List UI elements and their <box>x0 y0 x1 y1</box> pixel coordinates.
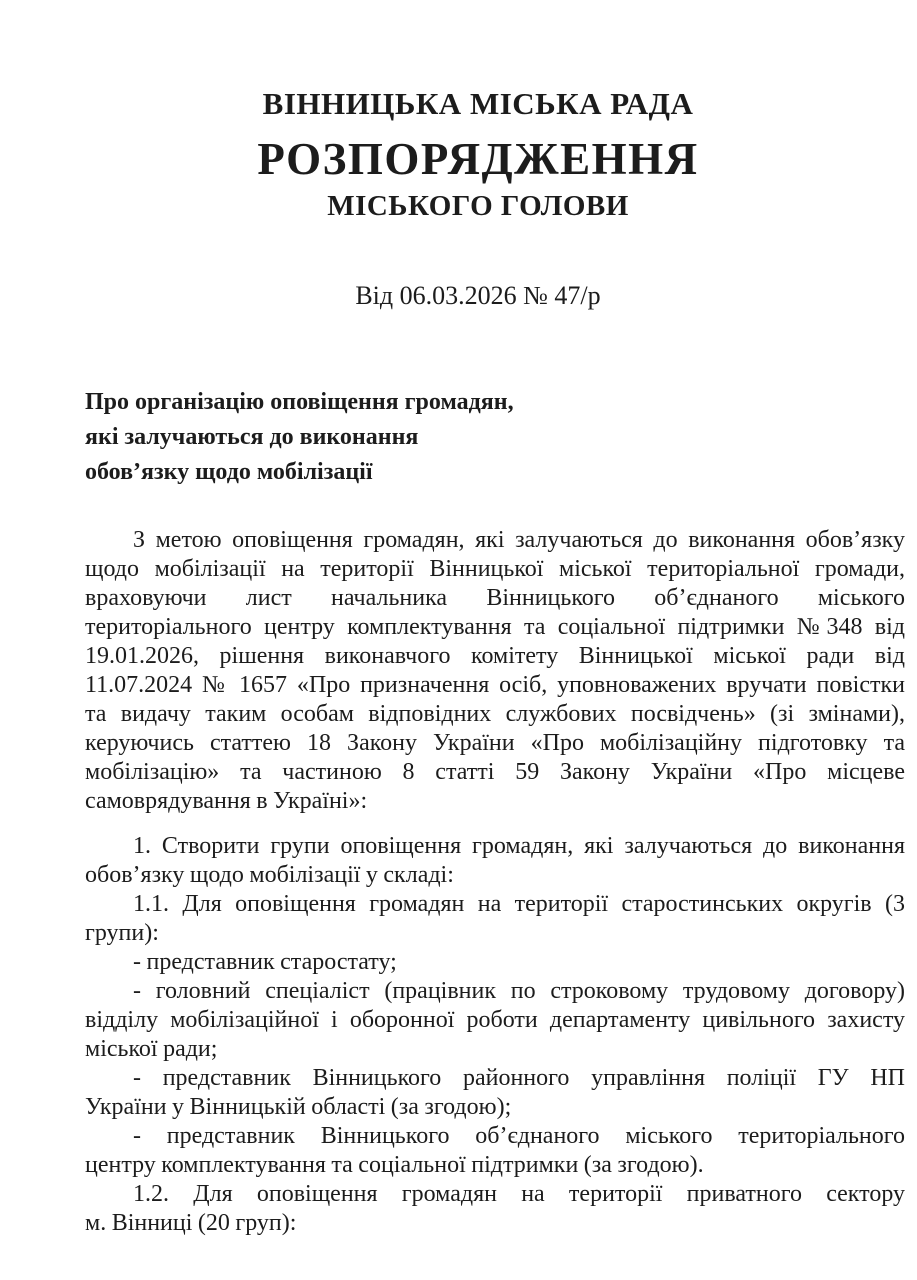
text-line: обов’язку щодо мобілізації у складі: <box>85 862 454 889</box>
text-line: 1. Створити групи оповіщення громадян, які залучаються до виконання <box>133 833 905 860</box>
document-date-number: Від 06.03.2026 № 47/р <box>355 281 601 311</box>
paragraph <box>85 1122 905 1180</box>
subject-line: обов’язку щодо мобілізації <box>85 459 373 486</box>
text-line: - головний спеціаліст (працівник по строковому трудовому договору) <box>133 978 905 1005</box>
text-line: 11.07.2024 № 1657 «Про призначення осіб, уповноважених вручати повістки <box>85 672 905 699</box>
text-line: центру комплектування та соціальної підтримки (за згодою). <box>85 1152 704 1179</box>
text-line: м. Вінниці (20 груп): <box>85 1210 297 1237</box>
org-name: ВІННИЦЬКА МІСЬКА РАДА <box>262 86 694 121</box>
text-line: керуючись статтею 18 Закону України «Про мобілізаційну підготовку та <box>85 730 905 757</box>
document-type-title: РОЗПОРЯДЖЕННЯ <box>257 134 699 185</box>
text-line: міської ради; <box>85 1036 218 1063</box>
text-line: щодо мобілізації на території Вінницької міської територіальної громади, <box>85 556 905 583</box>
text-line: територіального центру комплектування та соціальної підтримки №348 від <box>85 614 905 641</box>
text-line: 19.01.2026, рішення виконавчого комітету Вінницької міської ради від <box>85 643 905 670</box>
text-line: мобілізацію» та частиною 8 статті 59 Закону України «Про місцеве <box>85 759 905 786</box>
text-line: відділу мобілізаційної і оборонної роботи департаменту цивільного захисту <box>85 1007 905 1034</box>
text-line: та видачу таким особам відповідних службових посвідчень» (зі змінами), <box>85 701 905 728</box>
paragraph <box>85 948 905 977</box>
text-line: - представник Вінницького об’єднаного міського територіального <box>133 1123 905 1150</box>
subject-block <box>85 385 905 490</box>
text-line: самоврядування в Україні»: <box>85 788 368 815</box>
text-line: групи): <box>85 920 159 947</box>
paragraph <box>85 977 905 1064</box>
text-line: 1.2. Для оповіщення громадян на території приватного сектору <box>133 1181 905 1208</box>
text-line: України у Вінницькій області (за згодою); <box>85 1094 512 1121</box>
paragraph <box>85 526 905 816</box>
document-subtitle: МІСЬКОГО ГОЛОВИ <box>327 189 629 222</box>
paragraph <box>85 1180 905 1238</box>
text-line: 1.1. Для оповіщення громадян на території старостинських округів (3 <box>133 891 905 918</box>
paragraph <box>85 890 905 948</box>
subject-line: які залучаються до виконання <box>85 424 419 451</box>
paragraph <box>85 832 905 890</box>
text-line: З метою оповіщення громадян, які залучаються до виконання обов’язку <box>133 527 905 554</box>
text-line: враховуючи лист начальника Вінницького об’єднаного міського <box>85 585 905 612</box>
body-text <box>85 526 905 1238</box>
paragraph <box>85 1064 905 1122</box>
text-line: - представник Вінницького районного управління поліції ГУ НП <box>133 1065 905 1092</box>
document-header <box>85 85 871 311</box>
subject-line: Про організацію оповіщення громадян, <box>85 389 514 416</box>
text-line: - представник старостату; <box>133 949 397 976</box>
